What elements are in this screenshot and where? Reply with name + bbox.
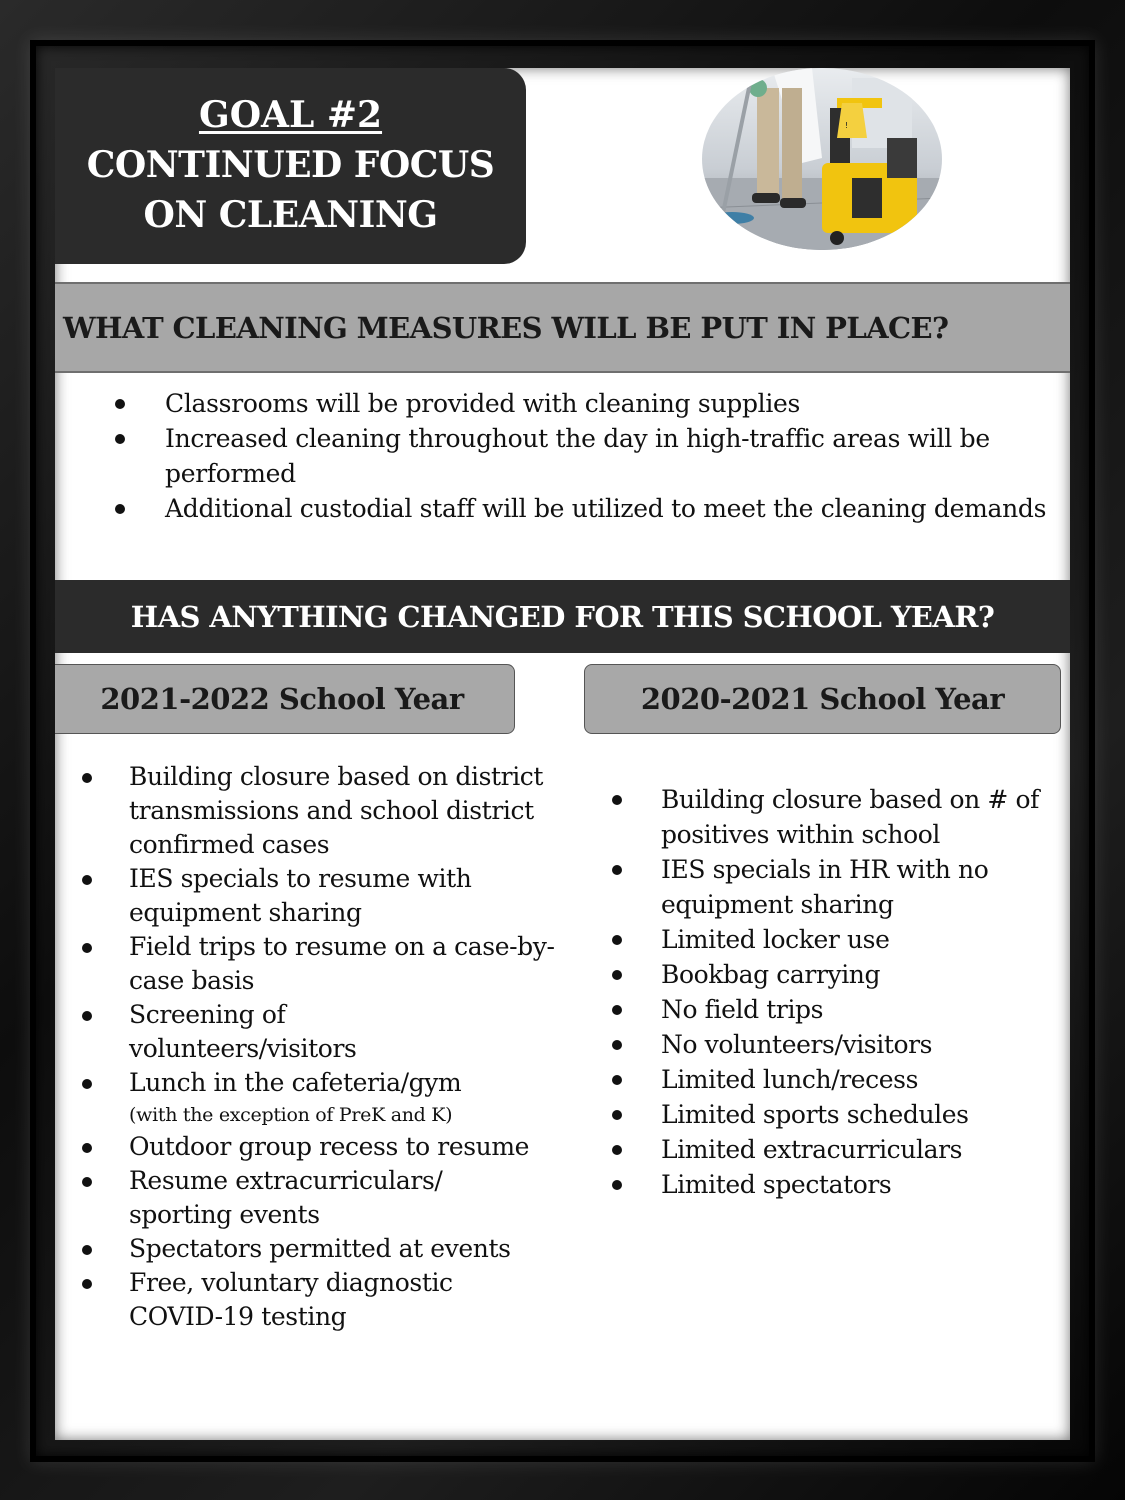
item-text: Limited spectators [661,1170,892,1199]
measure-text: Classrooms will be provided with cleaning supplies [165,389,801,418]
previous-year-list [605,782,1065,1202]
bullet-icon [612,1005,622,1015]
item-text: Building closure based on district transmissions and school district confirmed cases [129,762,544,859]
list-item [605,1062,1065,1097]
list-item [605,1132,1065,1167]
list-item [605,782,1065,852]
title-block [55,68,526,264]
item-text: Limited sports schedules [661,1100,969,1129]
bullet-icon [115,434,125,444]
item-text: Spectators permitted at events [129,1234,511,1263]
bullet-icon [82,1143,92,1153]
list-item [55,1232,585,1266]
item-text: No field trips [661,995,824,1024]
changes-heading-bar [55,580,1070,653]
item-text: Limited extracurriculars [661,1135,963,1164]
bullet-icon [612,1180,622,1190]
bullet-icon [82,1245,92,1255]
cleaning-measures-heading: WHAT CLEANING MEASURES WILL BE PUT IN PLACE? [63,310,949,345]
item-text: Resume extracurriculars/ sporting events [129,1166,443,1229]
list-item [55,1130,585,1164]
list-item [55,421,1055,491]
item-text: Limited lunch/recess [661,1065,919,1094]
bullet-icon [82,943,92,953]
item-text: Free, voluntary diagnostic COVID-19 testing [129,1268,453,1331]
bullet-icon [612,1145,622,1155]
measure-text: Increased cleaning throughout the day in high-traffic areas will be performed [165,424,990,488]
changes-heading: HAS ANYTHING CHANGED FOR THIS SCHOOL YEAR? [130,599,995,634]
item-text: Building closure based on # of positives within school [661,785,1039,849]
list-item [605,992,1065,1027]
list-item [55,1266,515,1334]
list-item [55,998,375,1066]
bullet-icon [612,1110,622,1120]
list-item [605,1167,1065,1202]
item-text: IES specials in HR with no equipment sharing [661,855,989,919]
bullet-icon [82,773,92,783]
item-text: No volunteers/visitors [661,1030,933,1059]
list-item [605,1097,1065,1132]
bullet-icon [82,875,92,885]
custodian-mopping-photo-icon [702,68,942,250]
bullet-icon [82,1011,92,1021]
item-text: Screening of volunteers/visitors [129,1000,357,1063]
bullet-icon [82,1177,92,1187]
item-text: Lunch in the cafeteria/gym [129,1068,462,1097]
list-item [55,491,1055,526]
list-item [55,1066,585,1130]
list-item [605,957,1065,992]
bullet-icon [82,1079,92,1089]
item-text: Bookbag carrying [661,960,881,989]
previous-year-tab [584,664,1061,734]
list-item [55,386,1055,421]
list-item [55,930,585,998]
cleaning-measures-list [55,386,1070,526]
list-item [55,1164,495,1232]
measure-text: Additional custodial staff will be utilized to meet the cleaning demands [165,494,1047,523]
bullet-icon [115,399,125,409]
list-item [605,1027,1065,1062]
title-line-2: ON CLEANING [143,194,438,236]
previous-year-label: 2020-2021 School Year [640,682,1005,716]
title-line-1: CONTINUED FOCUS [86,144,495,186]
list-item [55,760,585,862]
item-text: Outdoor group recess to resume [129,1132,530,1161]
bullet-icon [612,970,622,980]
current-year-tab [55,664,515,734]
goal-label: GOAL #2 [198,94,383,136]
flyer-page [55,68,1070,1440]
item-text: Field trips to resume on a case-by-case basis [129,932,555,995]
bullet-icon [612,1040,622,1050]
bullet-icon [612,865,622,875]
list-item [55,862,585,930]
list-item [605,922,1065,957]
current-year-list [55,760,585,1334]
cleaning-measures-heading-bar [55,282,1070,373]
bullet-icon [612,795,622,805]
list-item [605,852,1065,922]
lunch-note: (with the exception of PreK and K) [129,1104,453,1126]
bullet-icon [612,935,622,945]
current-year-label: 2021-2022 School Year [100,682,464,716]
item-text: Limited locker use [661,925,890,954]
bullet-icon [115,504,125,514]
item-text: IES specials to resume with equipment sharing [129,864,472,927]
svg-text:!: ! [845,121,849,130]
bullet-icon [612,1075,622,1085]
bullet-icon [82,1279,92,1289]
